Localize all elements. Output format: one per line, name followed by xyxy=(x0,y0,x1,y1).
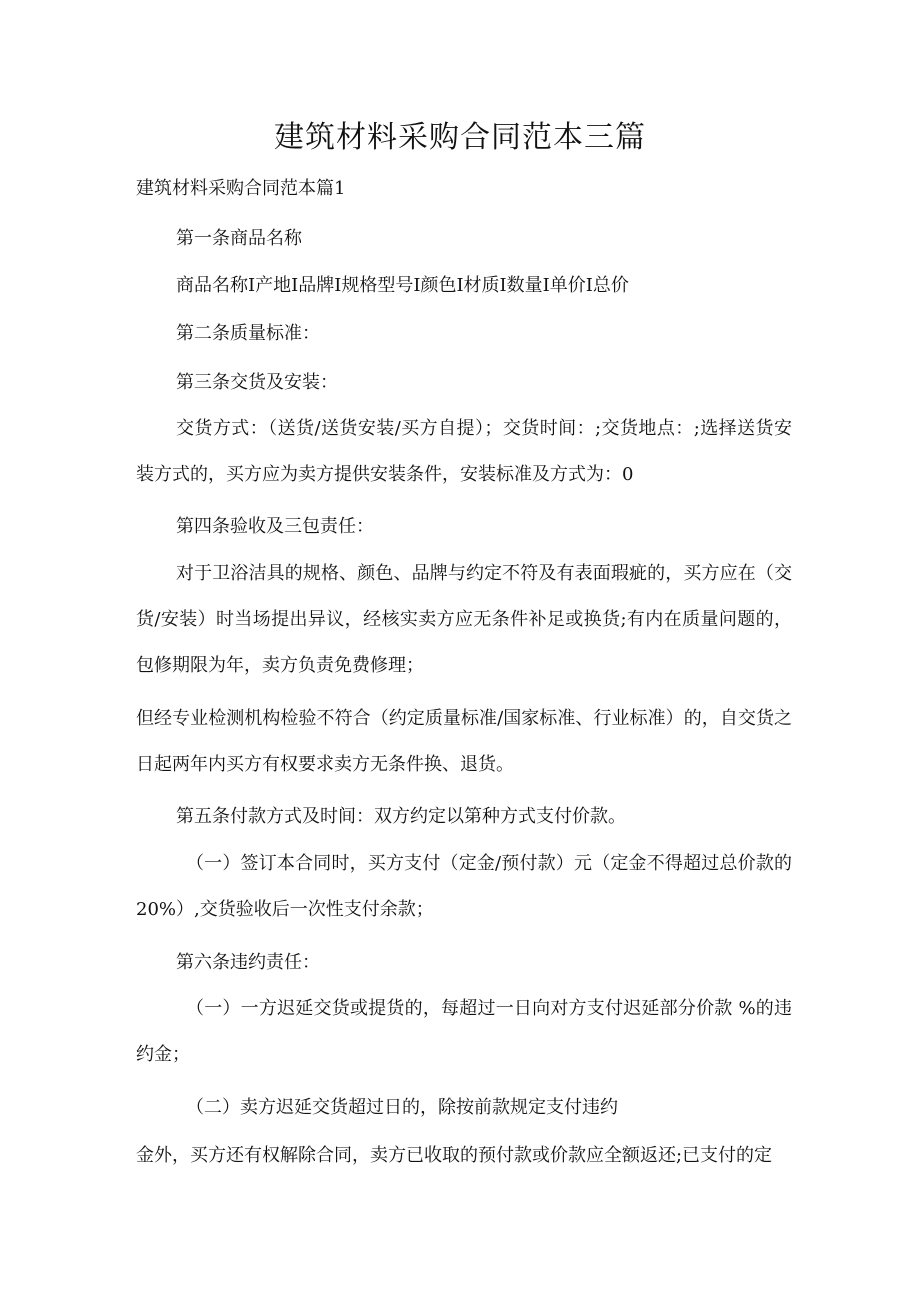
article-4-heading: 第四条验收及三包责任： xyxy=(176,516,374,537)
article-3-body: 交货方式：（送货/送货安装/买方自提）；交货时间：;交货地点：;选择送货安装方式的，买方应为卖方提供安装条件，安装标准及方式为：0 xyxy=(136,418,792,485)
article-6-item-1: （一）一方迟延交货或提货的，每超过一日向对方支付迟延部分价款 %的违约金； xyxy=(136,998,792,1065)
article-5-item-1: （一）签订本合同时，买方支付（定金/预付款）元（定金不得超过总价款的20%）,交货验收后一次性支付余款； xyxy=(136,853,792,920)
article-5-heading: 第五条付款方式及时间：双方约定以第种方式支付价款。 xyxy=(176,806,626,827)
article-1-columns: 商品名称I产地I品牌I规格型号I颜色I材质I数量I单价I总价 xyxy=(176,275,629,296)
article-4-body-2: 但经专业检测机构检验不符合（约定质量标准/国家标准、行业标准）的，自交货之日起两年内买方有权要求卖方无条件换、退货。 xyxy=(136,708,792,775)
article-4-body-1: 对于卫浴洁具的规格、颜色、品牌与约定不符及有表面瑕疵的，买方应在（交货/安装）时当场提出异议，经核实卖方应无条件补足或换货;有内在质量问题的，包修期限为年，卖方负责免费修理； xyxy=(136,563,792,676)
article-1-heading: 第一条商品名称 xyxy=(176,228,302,249)
article-6-item-2-line-2: 金外，买方还有权解除合同，卖方已收取的预付款或价款应全额返还;已支付的定 xyxy=(136,1145,773,1166)
article-3-heading: 第三条交货及安装： xyxy=(176,372,338,393)
article-6-heading: 第六条违约责任： xyxy=(176,952,320,973)
document-title: 建筑材料采购合同范本三篇 xyxy=(274,120,646,155)
article-6-item-2-line-1: （二）卖方迟延交货超过日的，除按前款规定支付违约 xyxy=(186,1097,618,1118)
article-2-heading: 第二条质量标准： xyxy=(176,323,320,344)
section-heading: 建筑材料采购合同范本篇1 xyxy=(136,178,346,199)
